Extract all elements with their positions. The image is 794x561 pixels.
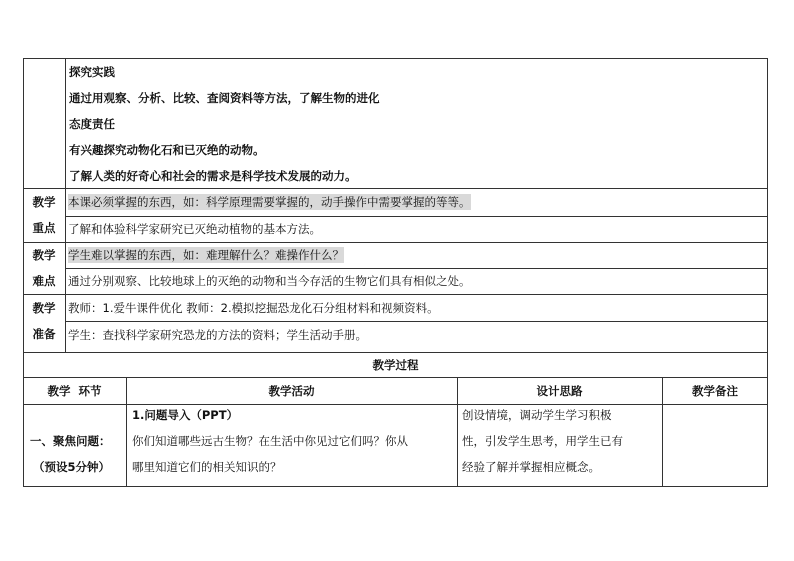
design-line-1: 创设情境，调动学生学习积极 [462, 408, 612, 422]
row-divider [65, 216, 768, 217]
key-points-hint: 本课必须掌握的东西，如：科学原理需要掌握的，动手操作中需要掌握的等等。 [68, 195, 471, 209]
stage-label-1: 一、聚焦问题： [30, 434, 111, 448]
activity-title: 1.问题导入（PPT） [132, 408, 239, 422]
difficulties-content: 通过分别观察、比较地球上的灭绝的动物和当今存活的生物它们具有相似之处。 [68, 274, 471, 288]
attitude-line-1: 有兴趣探究动物化石和已灭绝的动物。 [69, 143, 265, 157]
key-points-label-1: 教学 [32, 195, 56, 209]
inquiry-title: 探究实践 [69, 65, 115, 79]
activity-line-1: 你们知道哪些远古生物？在生活中你见过它们吗？你从 [132, 434, 408, 448]
preparation-label-1: 教学 [32, 301, 56, 315]
difficulties-label-1: 教学 [32, 248, 56, 262]
row-divider [65, 321, 768, 322]
label-column-divider [65, 58, 66, 353]
header-design: 设计思路 [536, 384, 583, 398]
row-divider [23, 377, 768, 378]
row-divider [23, 242, 768, 243]
preparation-student: 学生：查找科学家研究恐龙的方法的资料；学生活动手册。 [68, 328, 367, 342]
attitude-line-2: 了解人类的好奇心和社会的需求是科学技术发展的动力。 [69, 169, 357, 183]
activity-line-2: 哪里知道它们的相关知识的？ [132, 460, 282, 474]
row-divider [23, 188, 768, 189]
row-divider [65, 268, 768, 269]
preparation-teacher: 教师：1.爱牛课件优化 教师：2.模拟挖掘恐龙化石分组材料和视频资料。 [68, 301, 439, 315]
key-points-label-2: 重点 [32, 221, 56, 235]
difficulties-label-2: 难点 [32, 274, 56, 288]
inquiry-text: 通过用观察、分析、比较、查阅资料等方法，了解生物的进化 [69, 91, 380, 105]
row-divider [23, 404, 768, 405]
stage-label-2: （预设5分钟） [33, 460, 111, 474]
design-line-3: 经验了解并掌握相应概念。 [462, 460, 600, 474]
process-title: 教学过程 [372, 358, 419, 372]
row-divider [23, 294, 768, 295]
design-line-2: 性，引发学生思考，用学生已有 [462, 434, 623, 448]
key-points-content: 了解和体验科学家研究已灭绝动植物的基本方法。 [68, 222, 321, 236]
attitude-title: 态度责任 [69, 117, 115, 131]
preparation-label-2: 准备 [32, 327, 56, 341]
difficulties-hint: 学生难以掌握的东西，如：难理解什么？难操作什么？ [68, 248, 344, 262]
header-notes: 教学备注 [692, 384, 738, 398]
header-stage: 教学 环节 [47, 384, 102, 398]
header-activity: 教学活动 [268, 384, 315, 398]
